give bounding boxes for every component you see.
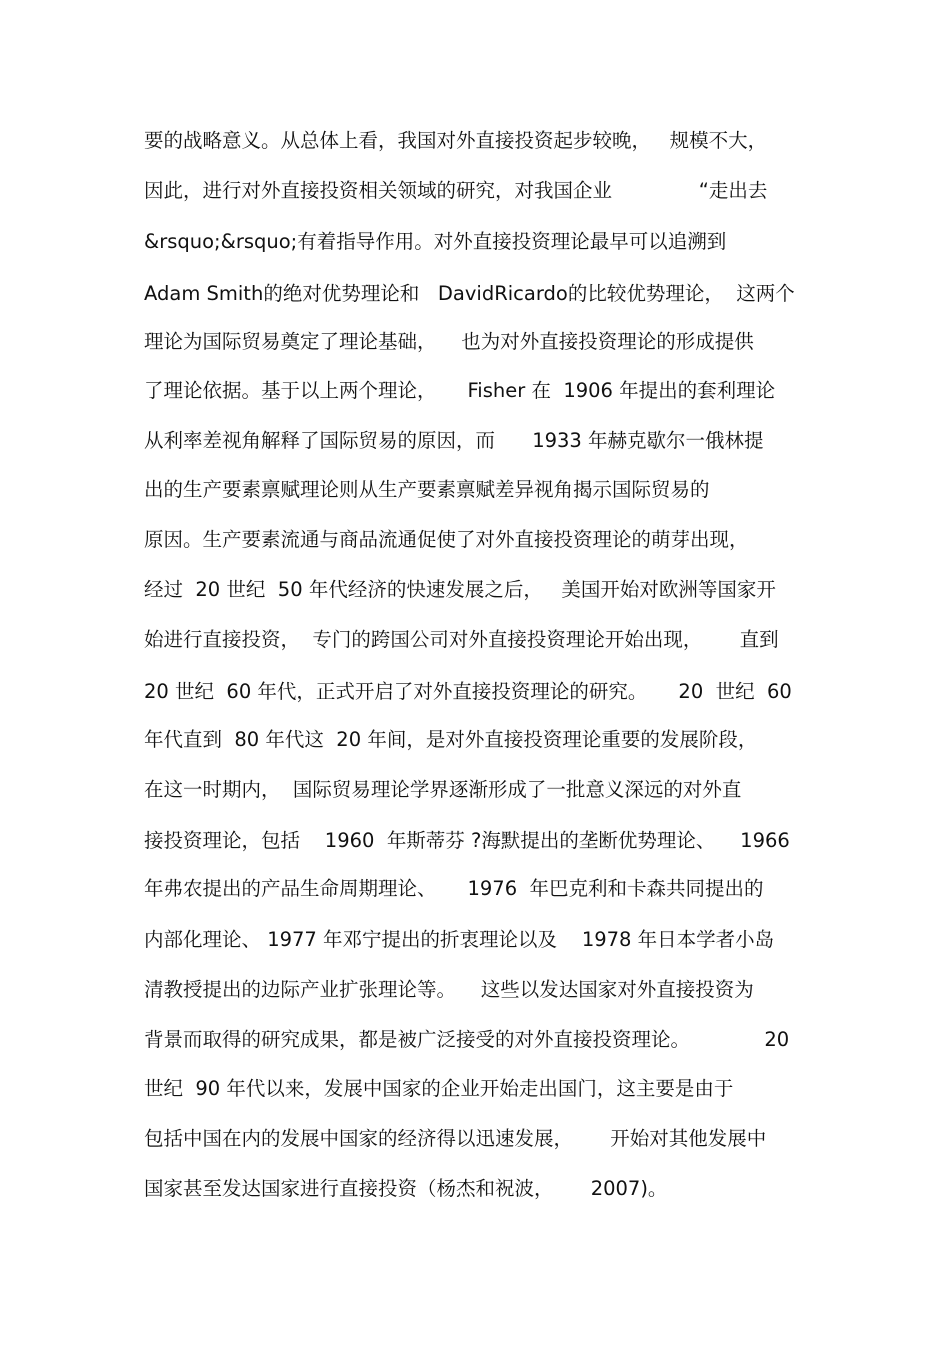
text-line-20: 世纪 90 年代以来，发展中国家的企业开始走出国门，这主要是由于	[144, 1077, 734, 1100]
text-line-22: 国家甚至发达国家进行直接投资（杨杰和祝波， 2007)。	[144, 1177, 668, 1200]
text-line-10: 经过 20 世纪 50 年代经济的快速发展之后， 美国开始对欧洲等国家开	[144, 578, 776, 601]
text-line-15: 接投资理论，包括 1960 年斯蒂芬 ?海默提出的垄断优势理论、 1966	[144, 829, 790, 852]
text-line-18: 清教授提出的边际产业扩张理论等。 这些以发达国家对外直接投资为	[144, 978, 754, 1001]
text-line-7: 从利率差视角解释了国际贸易的原因，而 1933 年赫克歇尔一俄林提	[144, 429, 764, 452]
text-line-4: Adam Smith的绝对优势理论和 DavidRicardo的比较优势理论， 这两个	[144, 282, 795, 305]
text-line-5: 理论为国际贸易奠定了理论基础， 也为对外直接投资理论的形成提供	[144, 330, 754, 353]
text-line-2: 因此，进行对外直接投资相关领域的研究，对我国企业 “走出去	[144, 179, 768, 202]
text-line-8: 出的生产要素禀赋理论则从生产要素禀赋差异视角揭示国际贸易的	[144, 478, 710, 501]
text-line-21: 包括中国在内的发展中国家的经济得以迅速发展， 开始对其他发展中	[144, 1127, 767, 1150]
text-line-1: 要的战略意义。从总体上看，我国对外直接投资起步较晚， 规模不大，	[144, 129, 768, 152]
text-line-14: 在这一时期内， 国际贸易理论学界逐渐形成了一批意义深远的对外直	[144, 778, 742, 801]
text-line-12: 20 世纪 60 年代，正式开启了对外直接投资理论的研究。 20 世纪 60	[144, 680, 792, 703]
text-line-6: 了理论依据。基于以上两个理论， Fisher 在 1906 年提出的套利理论	[144, 379, 776, 402]
text-line-3: &rsquo;&rsquo;有着指导作用。对外直接投资理论最早可以追溯到	[144, 230, 727, 253]
text-line-17: 内部化理论、 1977 年邓宁提出的折衷理论以及 1978 年日本学者小岛	[144, 928, 775, 951]
text-line-13: 年代直到 80 年代这 20 年间，是对外直接投资理论重要的发展阶段，	[144, 728, 758, 751]
text-line-9: 原因。生产要素流通与商品流通促使了对外直接投资理论的萌芽出现，	[144, 528, 749, 551]
text-line-11: 始进行直接投资， 专门的跨国公司对外直接投资理论开始出现， 直到	[144, 628, 779, 651]
text-line-16: 年弗农提出的产品生命周期理论、 1976 年巴克利和卡森共同提出的	[144, 877, 764, 900]
text-line-19: 背景而取得的研究成果，都是被广泛接受的对外直接投资理论。 20	[144, 1028, 790, 1051]
